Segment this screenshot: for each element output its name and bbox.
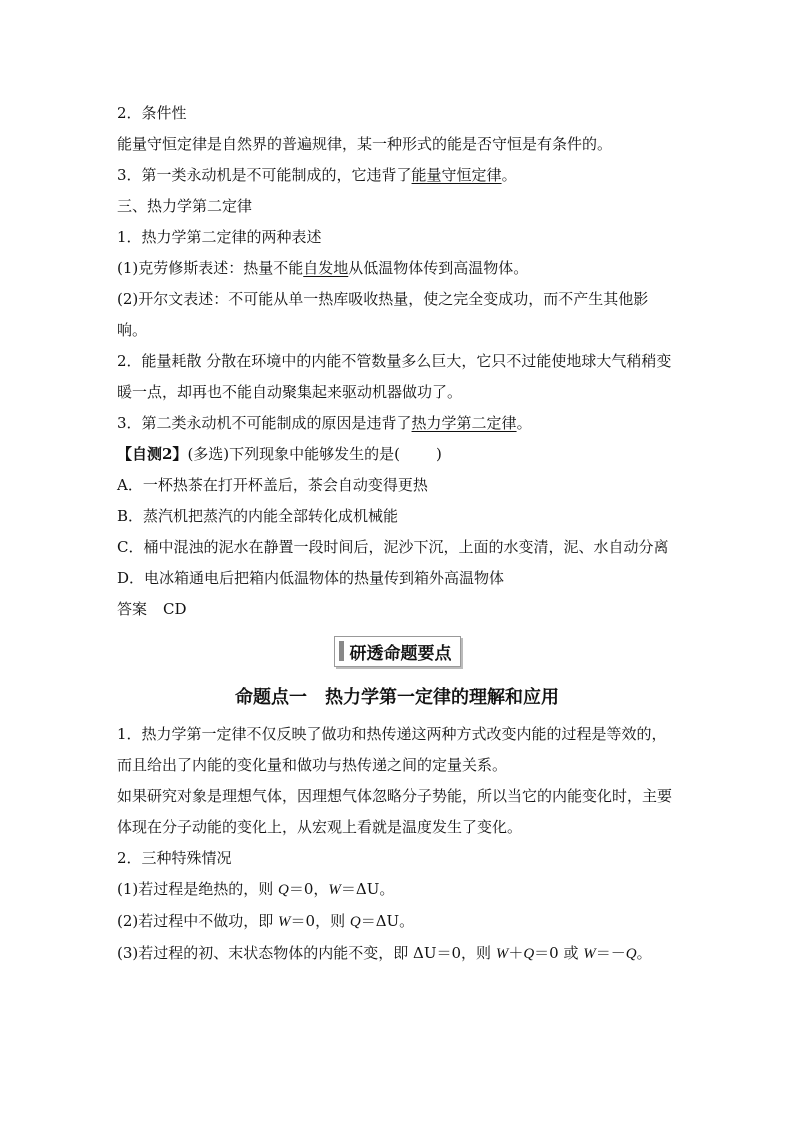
quiz-option-d: D．电冰箱通电后把箱内低温物体的热量传到箱外高温物体 (117, 569, 505, 587)
underline-energy-conservation: 能量守恒定律 (411, 166, 502, 184)
paragraph-clausius: (1)克劳修斯表述：热量不能自发地从低温物体传到高温物体。 (117, 259, 529, 277)
document-page (117, 98, 677, 970)
quiz-option-a: A．一杯热茶在打开杯盖后，茶会自动变得更热 (117, 476, 428, 494)
paragraph-ideal-gas: 如果研究对象是理想气体，因理想气体忽略分子势能，所以当它的内能变化时，主要体现在分子动能的变化上，从宏观上看就是温度发生了变化。 (117, 787, 673, 836)
paragraph-first-law-1: 1．热力学第一定律不仅反映了做功和热传递这两种方式改变内能的过程是等效的，而且给出了内能的变化量和做功与热传递之间的定量关系。 (117, 725, 667, 774)
section-banner: 研透命题要点 (334, 636, 461, 667)
quiz-label: 【自测2】 (117, 445, 188, 463)
heading-three-cases: 2．三种特殊情况 (117, 849, 232, 867)
case-adiabatic: (1)若过程是绝热的，则 Q＝0，W＝ΔU。 (117, 880, 395, 898)
paragraph-kelvin: (2)开尔文表述：不可能从单一热库吸收热量，使之完全变成功，而不产生其他影响。 (117, 290, 649, 339)
heading-second-law: 三、热力学第二定律 (117, 197, 253, 215)
banner-bar-icon (339, 641, 344, 661)
paragraph-perpetual-motion-2: 3．第二类永动机不可能制成的原因是违背了热力学第二定律。 (117, 414, 532, 432)
underline-second-law: 热力学第二定律 (411, 414, 517, 432)
paragraph-energy-dissipation: 2．能量耗散 分散在环境中的内能不管数量多么巨大，它只不过能使地球大气稍稍变暖一点，却再也不能自动聚集起来驱动机器做功了。 (117, 352, 672, 401)
quiz-option-c: C．桶中混浊的泥水在静置一段时间后，泥沙下沉，上面的水变清，泥、水自动分离 (117, 538, 669, 556)
quiz-option-b: B．蒸汽机把蒸汽的内能全部转化成机械能 (117, 507, 399, 525)
quiz-answer (117, 594, 677, 625)
quiz-stem: 【自测2】(多选)下列现象中能够发生的是( ) (117, 445, 442, 463)
underline-spontaneously: 自发地 (303, 259, 349, 277)
answer-label: 答案 (117, 600, 148, 618)
banner-row (117, 629, 677, 673)
heading-two-statements: 1．热力学第二定律的两种表述 (117, 228, 322, 246)
case-no-work: (2)若过程中不做功，即 W＝0，则 Q＝ΔU。 (117, 912, 415, 930)
section-title: 命题点一 热力学第一定律的理解和应用 (235, 687, 559, 708)
paragraph-perpetual-motion-1: 3．第一类永动机是不可能制成的，它违背了能量守恒定律。 (117, 166, 517, 184)
heading-conditionality: 2．条件性 (117, 104, 187, 122)
case-constant-energy: (3)若过程的初、末状态物体的内能不变，即 ΔU＝0，则 W＋Q＝0 或 W＝－Q。 (117, 944, 652, 962)
answer-value: CD (163, 600, 187, 618)
paragraph-conditionality: 能量守恒定律是自然界的普遍规律，某一种形式的能是否守恒是有条件的。 (117, 135, 613, 153)
